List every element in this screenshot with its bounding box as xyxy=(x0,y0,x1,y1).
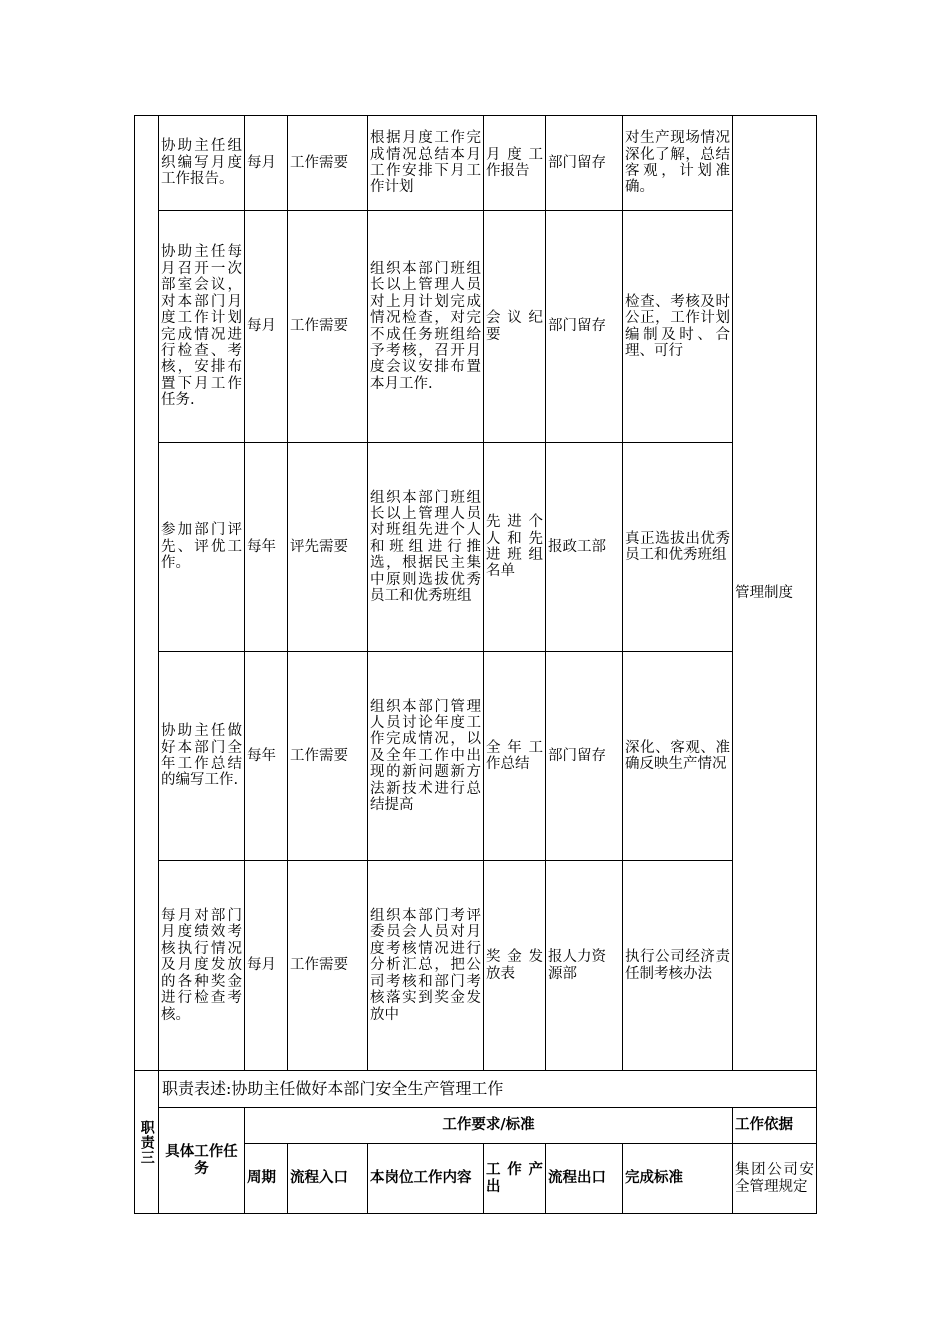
output-cell: 全年工作总结 xyxy=(484,652,546,861)
col-content: 本岗位工作内容 xyxy=(368,1144,484,1214)
exit-cell: 报政工部 xyxy=(546,443,623,652)
section-label-blank xyxy=(135,116,159,1071)
col-output: 工作产出 xyxy=(484,1144,546,1214)
section-label-cell xyxy=(135,1071,159,1214)
standard-cell: 深化、客观、准确反映生产情况 xyxy=(623,652,733,861)
entry-cell: 评先需要 xyxy=(288,443,368,652)
task-cell: 每月对部门月度绩效考核执行情况及月度发放的各种奖金进行检查考核。 xyxy=(159,861,245,1071)
exit-cell: 部门留存 xyxy=(546,116,623,211)
col-period: 周期 xyxy=(245,1144,288,1214)
output-cell: 奖金发放表 xyxy=(484,861,546,1071)
output-cell: 会议纪要 xyxy=(484,211,546,443)
content-cell: 组织本部门管理人员讨论年度工作完成情况，以及全年工作中出现的新问题新方法新技术进行总结提高 xyxy=(368,652,484,861)
entry-cell: 工作需要 xyxy=(288,211,368,443)
content-cell: 组织本部门班组长以上管理人员对班组先进个人和班组进行推选，根据民主集中原则选拔优秀员工和优秀班组 xyxy=(368,443,484,652)
content-cell: 组织本部门考评委员会人员对月度考核情况进行分析汇总，把公司考核和部门考核落实到奖金发放中 xyxy=(368,861,484,1071)
exit-cell: 部门留存 xyxy=(546,211,623,443)
exit-cell: 部门留存 xyxy=(546,652,623,861)
output-cell: 先进个人和先进班组名单 xyxy=(484,443,546,652)
task-cell: 协助主任做好本部门全年工作总结的编写工作. xyxy=(159,652,245,861)
period-cell: 每月 xyxy=(245,116,288,211)
period-cell: 每年 xyxy=(245,652,288,861)
task-cell: 参加部门评先、评优工作。 xyxy=(159,443,245,652)
period-cell: 每月 xyxy=(245,861,288,1071)
table-row xyxy=(135,116,817,211)
content-cell: 组织本部门班组长以上管理人员对上月计划完成情况检查，对完不成任务班组给予考核，召开月度会议安排布置本月工作. xyxy=(368,211,484,443)
table-row xyxy=(135,861,817,1071)
entry-cell: 工作需要 xyxy=(288,652,368,861)
standard-cell: 检查、考核及时公正，工作计划编制及时、合理、可行 xyxy=(623,211,733,443)
section-header-row xyxy=(135,1108,817,1144)
col-standard: 完成标准 xyxy=(623,1144,733,1214)
exit-cell: 报人力资源部 xyxy=(546,861,623,1071)
basis-value: 集团公司安全管理规定 xyxy=(733,1144,817,1214)
period-cell: 每年 xyxy=(245,443,288,652)
entry-cell: 工作需要 xyxy=(288,861,368,1071)
header-requirements: 工作要求/标准 xyxy=(245,1108,733,1144)
standard-cell: 执行公司经济责任制考核办法 xyxy=(623,861,733,1071)
basis-cell: 管理制度 xyxy=(733,116,817,1071)
header-task: 具体工作任务 xyxy=(159,1108,245,1214)
content-cell: 根据月度工作完成情况总结本月工作安排下月工作计划 xyxy=(368,116,484,211)
output-cell: 月度工作报告 xyxy=(484,116,546,211)
duty-table xyxy=(134,115,817,1214)
section-label: 职责三 xyxy=(138,1119,155,1165)
standard-cell: 对生产现场情况深化了解，总结客观，计划准确。 xyxy=(623,116,733,211)
header-basis: 工作依据 xyxy=(733,1108,817,1144)
section-description-row xyxy=(135,1071,817,1108)
section-description: 职责表述:协助主任做好本部门安全生产管理工作 xyxy=(159,1071,817,1108)
task-cell: 协助主任每月召开一次部室会议，对本部门月度工作计划完成情况进行检查、考核，安排布置下月工作任务. xyxy=(159,211,245,443)
period-cell: 每月 xyxy=(245,211,288,443)
entry-cell: 工作需要 xyxy=(288,116,368,211)
table-row xyxy=(135,652,817,861)
col-exit: 流程出口 xyxy=(546,1144,623,1214)
standard-cell: 真正选拔出优秀员工和优秀班组 xyxy=(623,443,733,652)
table-row xyxy=(135,443,817,652)
col-entry: 流程入口 xyxy=(288,1144,368,1214)
task-cell: 协助主任组织编写月度工作报告。 xyxy=(159,116,245,211)
table-row xyxy=(135,211,817,443)
